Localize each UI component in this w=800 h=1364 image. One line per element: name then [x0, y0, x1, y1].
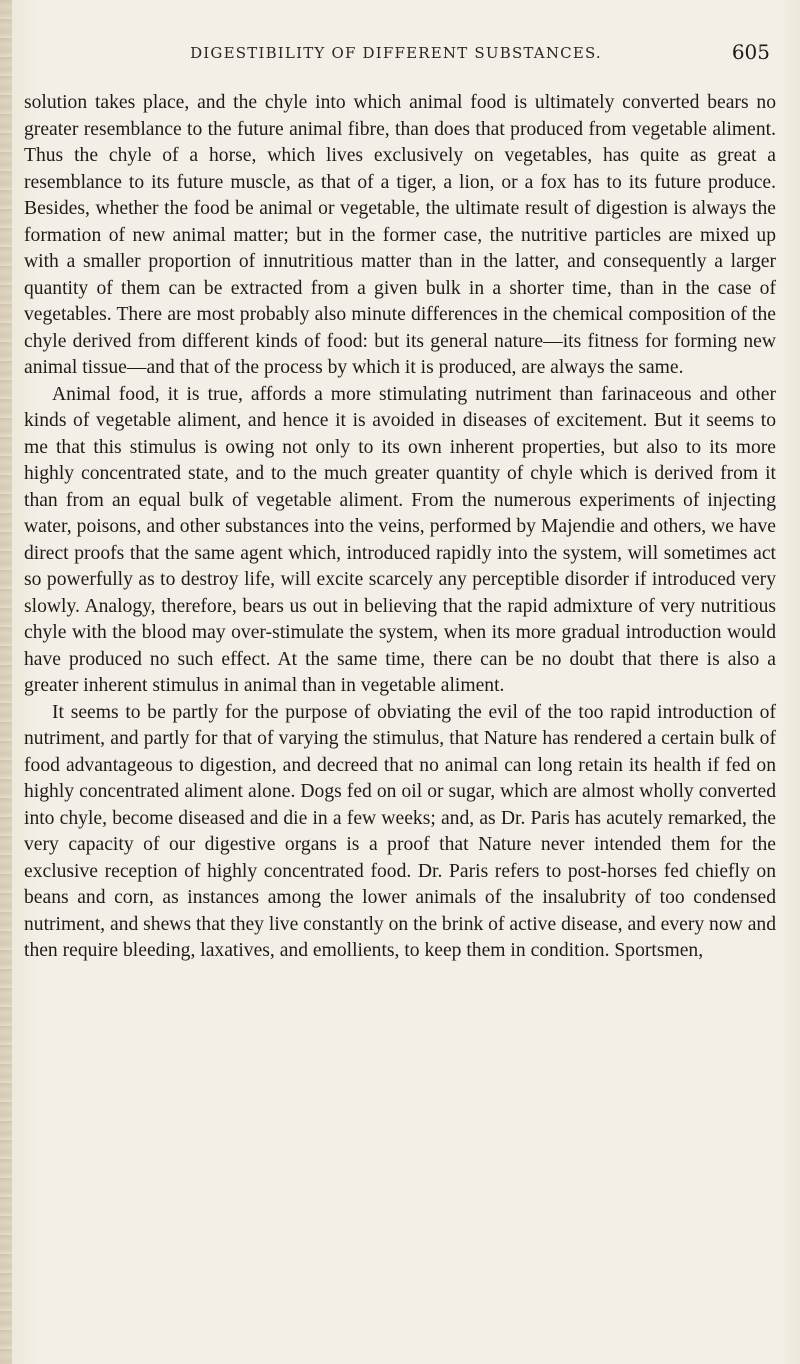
paragraph-1: solution takes place, and the chyle into which animal food is ultimately converted bears no greater resemblance to the future animal fibre, than does that produced from vegetable aliment. Thus the chyle of a horse, which lives exclusively on vegetables, has quite as great a resemblance to its future muscle, as that of a tiger, a lion, or a fox has to its future produce. Besides, whether the food be animal or vegetable, the ultimate result of digestion is always the formation of new animal matter; but in the former case, the nutritive particles are mixed up with a smaller proportion of innutritious matter than in the latter, and consequently a larger quantity of them can be extracted from a given bulk in a shorter time, than in the case of vegetables. There are most probably also minute differences in the chemical composition of the chyle derived from different kinds of food: but its general nature—its fitness for forming new animal tissue—and that of the process by which it is produced, are always the same. [24, 92, 776, 378]
paragraph-3: It seems to be partly for the purpose of obviating the evil of the too rapid introduction of nutriment, and partly for that of varying the stimulus, that Nature has rendered a certain bulk of food advantageous to digestion, and decreed that no animal can long retain its health if fed on highly concentrated aliment alone. Dogs fed on oil or sugar, which are almost wholly converted into chyle, become diseased and die in a few weeks; and, as Dr. Paris has acutely remarked, the very capacity of our digestive organs is a proof that Nature never intended them for the exclusive reception of highly concentrated food. Dr. Paris refers to post-horses fed chiefly on beans and corn, as instances among the lower animals of the insalubrity of too condensed nutriment, and shews that they live constantly on the brink of active disease, and every now and then require bleeding, laxatives, and emollients, to keep them in condition. Sportsmen, [24, 701, 776, 961]
running-title: DIGESTIBILITY OF DIFFERENT SUBSTANCES. [190, 44, 602, 62]
body-text [24, 90, 776, 965]
page-number: 605 [731, 40, 770, 64]
running-header [22, 40, 770, 70]
paragraph-2: Animal food, it is true, affords a more stimulating nutriment than farinaceous and other kinds of vegetable aliment, and hence it is avoided in diseases of excitement. But it seems to me that this stimulus is owing not only to its own inherent properties, but also to its more highly concentrated state, and to the much greater quantity of chyle which is derived from it than from an equal bulk of vegetable aliment. From the numerous experiments of injecting water, poisons, and other substances into the veins, performed by Majendie and others, we have direct proofs that the same agent which, introduced rapidly into the system, will sometimes act so powerfully as to destroy life, will excite scarcely any perceptible disorder if introduced very slowly. Analogy, therefore, bears us out in believing that the rapid admixture of very nutritious chyle with the blood may over-stimulate the system, when its more gradual introduction would have produced no such effect. At the same time, there can be no doubt that there is also a greater inherent stimulus in animal than in vegetable aliment. [24, 383, 776, 696]
page-binding-edge [0, 0, 12, 1364]
